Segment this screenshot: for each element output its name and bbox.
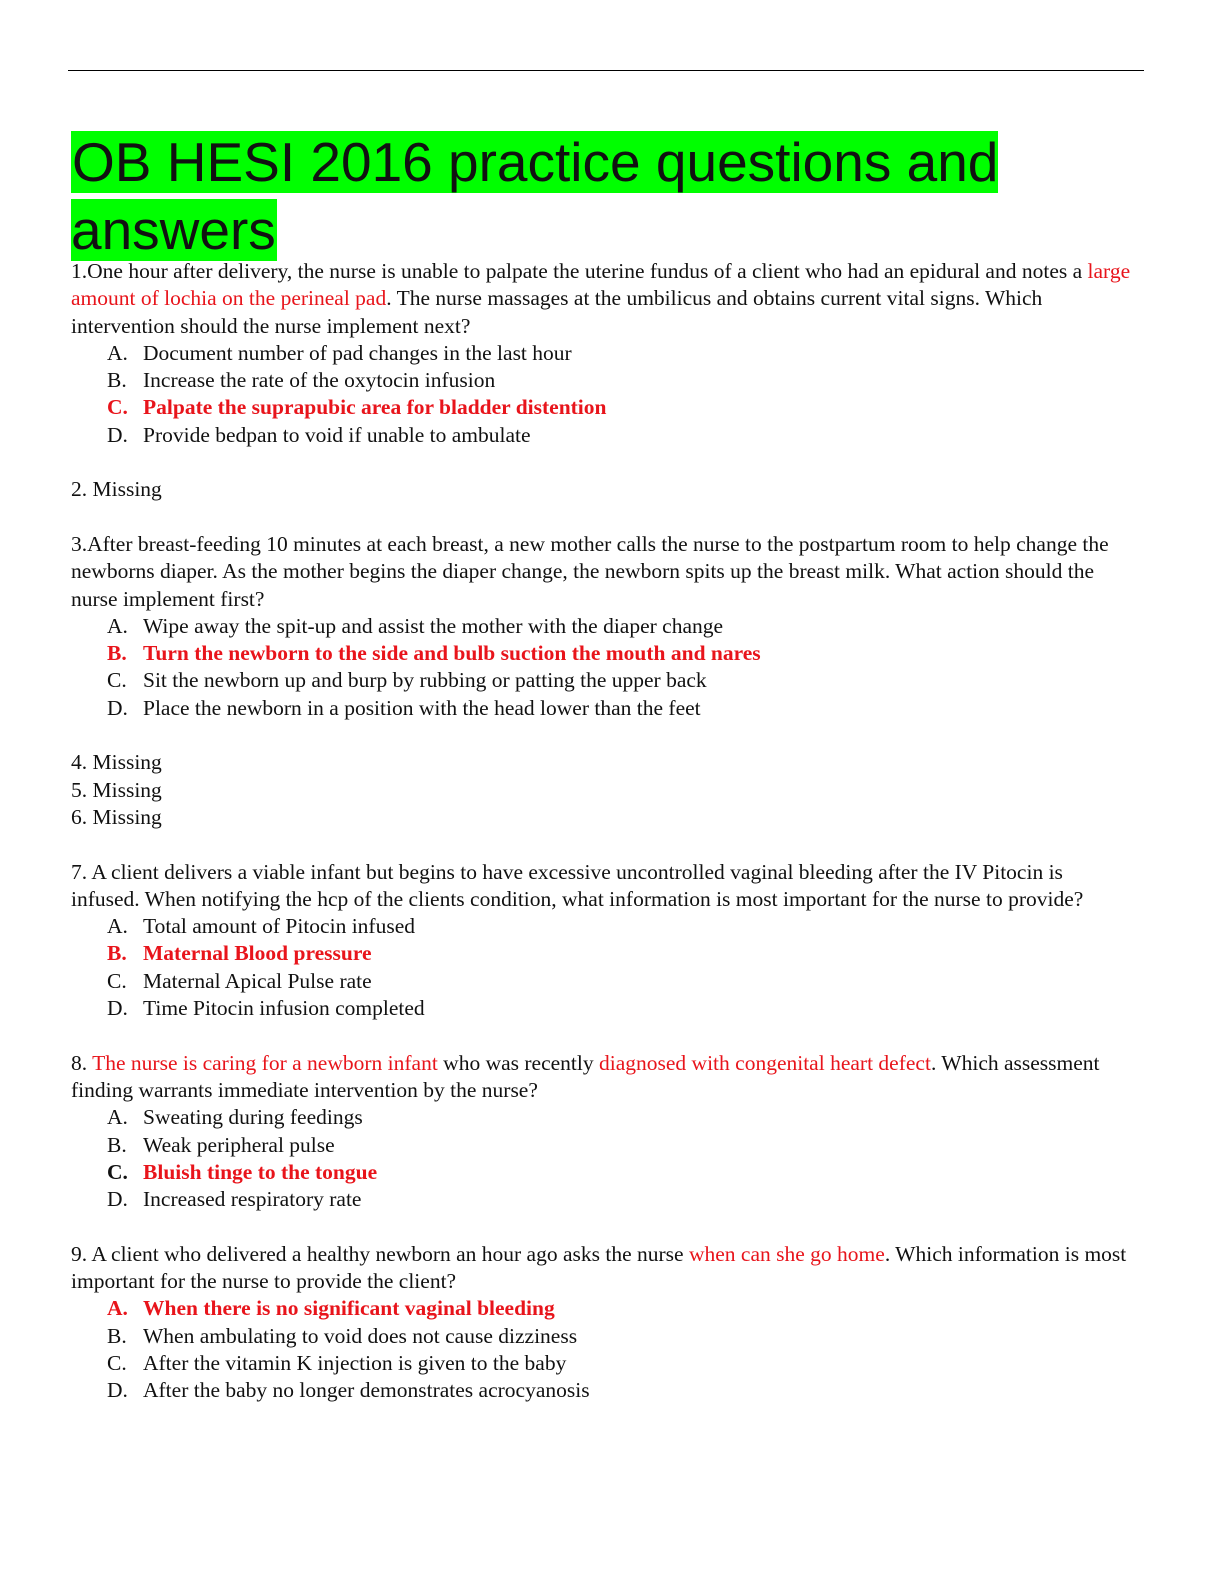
option-text: Palpate the suprapubic area for bladder distention	[143, 395, 607, 420]
question-1-highlight: large amount of lochia on the perineal pad	[71, 259, 1131, 311]
option-letter: D.	[107, 422, 128, 447]
option-letter: B.	[107, 1132, 127, 1157]
question-9-options	[71, 1295, 1131, 1404]
question-3	[71, 531, 1131, 722]
question-3-options	[71, 613, 1131, 722]
option-letter: C.	[107, 1159, 128, 1184]
option-text: Maternal Blood pressure	[143, 941, 372, 966]
option-c	[107, 1350, 1131, 1377]
option-letter: D.	[107, 1187, 128, 1212]
question-9-stem	[71, 1241, 1131, 1296]
spacer	[71, 722, 1131, 749]
question-4-missing: 4. Missing	[71, 750, 162, 775]
option-c	[107, 968, 1131, 995]
question-9-text-end: . Which information is most important for the nurse to provide the client?	[71, 1241, 1127, 1293]
option-b	[107, 367, 1131, 394]
question-8-stem	[71, 1050, 1131, 1105]
option-text: Maternal Apical Pulse rate	[143, 968, 372, 993]
option-letter: B.	[107, 641, 127, 666]
option-a	[107, 613, 1131, 640]
header-rule	[68, 70, 1144, 71]
option-d	[107, 995, 1131, 1022]
option-letter: D.	[107, 996, 128, 1021]
document-title	[71, 128, 1131, 264]
question-1-stem	[71, 258, 1131, 340]
option-text: Turn the newborn to the side and bulb suction the mouth and nares	[143, 641, 761, 666]
option-text: Time Pitocin infusion completed	[143, 996, 425, 1021]
spacer	[71, 1213, 1131, 1240]
question-9-text: 9. A client who delivered a healthy newborn an hour ago asks the nurse	[71, 1241, 689, 1266]
question-7	[71, 859, 1131, 1023]
question-8-text-end: . Which assessment finding warrants immediate intervention by the nurse?	[71, 1050, 1100, 1102]
spacer	[71, 449, 1131, 476]
option-c-correct	[107, 394, 1131, 421]
option-text: Bluish tinge to the tongue	[143, 1159, 378, 1184]
question-2-missing: 2. Missing	[71, 477, 162, 502]
option-text: Increase the rate of the oxytocin infusion	[143, 368, 496, 393]
document-body	[71, 258, 1131, 1404]
option-text: Place the newborn in a position with the head lower than the feet	[143, 695, 701, 720]
option-text: Sit the newborn up and burp by rubbing or patting the upper back	[143, 668, 707, 693]
option-text: Wipe away the spit-up and assist the mother with the diaper change	[143, 613, 724, 638]
option-d	[107, 695, 1131, 722]
option-b-correct	[107, 940, 1131, 967]
option-d	[107, 1186, 1131, 1213]
option-b	[107, 1323, 1131, 1350]
option-b	[107, 1132, 1131, 1159]
option-text: After the vitamin K injection is given to the baby	[143, 1350, 567, 1375]
question-8-options	[71, 1104, 1131, 1213]
option-a	[107, 913, 1131, 940]
option-text: Document number of pad changes in the last hour	[143, 340, 572, 365]
option-letter: A.	[107, 613, 128, 638]
question-1-text-end: . The nurse massages at the umbilicus and obtains current vital signs. Which intervention should the nurse implement next?	[71, 286, 1043, 338]
question-1	[71, 258, 1131, 449]
question-9	[71, 1241, 1131, 1405]
option-b-correct	[107, 640, 1131, 667]
question-1-options	[71, 340, 1131, 449]
option-text: Sweating during feedings	[143, 1105, 363, 1130]
option-text: Increased respiratory rate	[143, 1187, 362, 1212]
option-letter: A.	[107, 1105, 128, 1130]
option-letter: B.	[107, 1323, 127, 1348]
option-text: When there is no significant vaginal bleeding	[143, 1296, 555, 1321]
option-letter: B.	[107, 941, 127, 966]
question-6-missing: 6. Missing	[71, 804, 162, 829]
option-c-correct	[107, 1159, 1131, 1186]
option-c	[107, 667, 1131, 694]
option-letter: A.	[107, 340, 128, 365]
option-text: Provide bedpan to void if unable to ambulate	[143, 422, 531, 447]
option-letter: D.	[107, 695, 128, 720]
title-highlight: OB HESI 2016 practice questions and answers	[71, 131, 999, 261]
question-3-stem: 3.After breast-feeding 10 minutes at each breast, a new mother calls the nurse to the postpartum room to help change the newborns diaper. As the mother begins the diaper change, the newborn spits up the breast milk. What action should the nurse implement first?	[71, 531, 1109, 611]
option-text: When ambulating to void does not cause dizziness	[143, 1323, 578, 1348]
option-letter: C.	[107, 1350, 127, 1375]
question-8-highlight-2: diagnosed with congenital heart defect	[599, 1050, 931, 1075]
spacer	[71, 1022, 1131, 1049]
question-7-options	[71, 913, 1131, 1022]
question-8-number: 8.	[71, 1050, 93, 1075]
question-9-highlight: when can she go home	[688, 1241, 885, 1266]
question-8-text: who was recently	[437, 1050, 599, 1075]
option-letter: C.	[107, 968, 127, 993]
question-7-stem: 7. A client delivers a viable infant but begins to have excessive uncontrolled vaginal bleeding after the IV Pitocin is infused. When notifying the hcp of the clients condition, what information is most important for the nurse to provide?	[71, 859, 1084, 911]
question-8-highlight-1: The nurse is caring for a newborn infant	[92, 1050, 438, 1075]
question-5-missing: 5. Missing	[71, 777, 162, 802]
option-a	[107, 340, 1131, 367]
option-text: After the baby no longer demonstrates acrocyanosis	[143, 1378, 590, 1403]
option-letter: D.	[107, 1378, 128, 1403]
option-text: Weak peripheral pulse	[143, 1132, 335, 1157]
option-letter: C.	[107, 395, 128, 420]
option-letter: C.	[107, 668, 127, 693]
option-letter: B.	[107, 368, 127, 393]
question-8	[71, 1050, 1131, 1214]
option-a-correct	[107, 1295, 1131, 1322]
question-1-text: 1.One hour after delivery, the nurse is unable to palpate the uterine fundus of a client who had an epidural and notes a	[71, 259, 1088, 283]
spacer	[71, 504, 1131, 531]
option-letter: A.	[107, 914, 128, 939]
option-text: Total amount of Pitocin infused	[143, 914, 415, 939]
option-d	[107, 1377, 1131, 1404]
option-a	[107, 1104, 1131, 1131]
option-letter: A.	[107, 1296, 128, 1321]
spacer	[71, 831, 1131, 858]
option-d	[107, 422, 1131, 449]
